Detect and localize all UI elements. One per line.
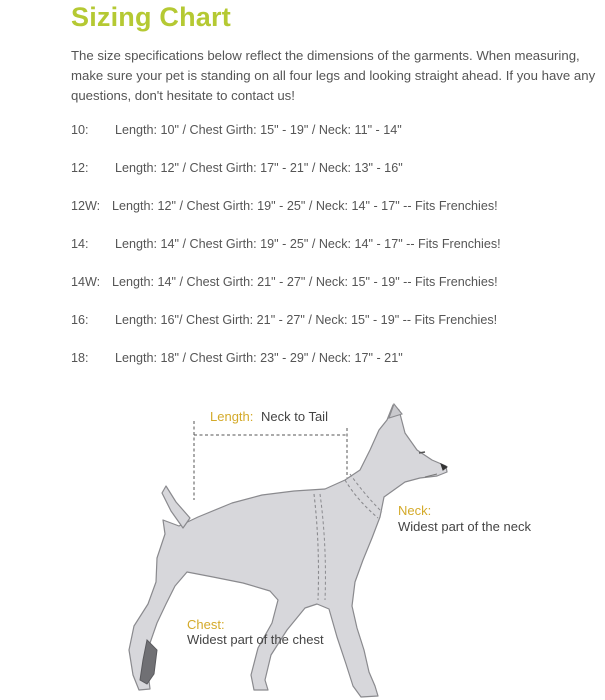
length-measure-line [194, 421, 347, 500]
size-spec: Length: 10" / Chest Girth: 15" - 19" / Neck: 11" - 14" [115, 123, 402, 137]
size-spec: Length: 14" / Chest Girth: 21" - 27" / Neck: 15" - 19" -- Fits Frenchies! [112, 275, 498, 289]
neck-label: Neck: [398, 503, 432, 518]
intro-paragraph: The size specifications below reflect the dimensions of the garments. When measuring, make sure your pet is standing on all four legs and looking straight ahead. If you have any questions, don't hesitate to contact us! [71, 48, 596, 103]
size-spec: Length: 16"/ Chest Girth: 21" - 27" / Neck: 15" - 19" -- Fits Frenchies! [115, 313, 498, 327]
size-spec: Length: 12" / Chest Girth: 17" - 21" / Neck: 13" - 16" [115, 161, 403, 175]
dog-measurement-diagram [0, 388, 605, 700]
length-label [210, 409, 328, 424]
dog-eye [419, 452, 425, 453]
size-code: 16: [71, 313, 89, 327]
length-label-desc: Neck to Tail [261, 409, 328, 424]
size-code: 14W: [71, 275, 101, 289]
chest-label: Chest: [187, 617, 225, 632]
dog-silhouette [129, 405, 447, 697]
size-code: 14: [71, 237, 89, 251]
page-title: Sizing Chart [71, 2, 231, 32]
chest-desc: Widest part of the chest [187, 632, 324, 647]
size-spec: Length: 12" / Chest Girth: 19" - 25" / Neck: 14" - 17" -- Fits Frenchies! [112, 199, 498, 213]
size-code: 12: [71, 161, 89, 175]
length-label-keyword: Length: [210, 409, 254, 424]
size-spec: Length: 14" / Chest Girth: 19" - 25" / Neck: 14" - 17" -- Fits Frenchies! [115, 237, 501, 251]
size-code: 12W: [71, 199, 101, 213]
size-code: 10: [71, 123, 89, 137]
size-code: 18: [71, 351, 89, 365]
size-spec: Length: 18" / Chest Girth: 23" - 29" / Neck: 17" - 21" [115, 351, 403, 365]
neck-desc: Widest part of the neck [398, 519, 531, 534]
